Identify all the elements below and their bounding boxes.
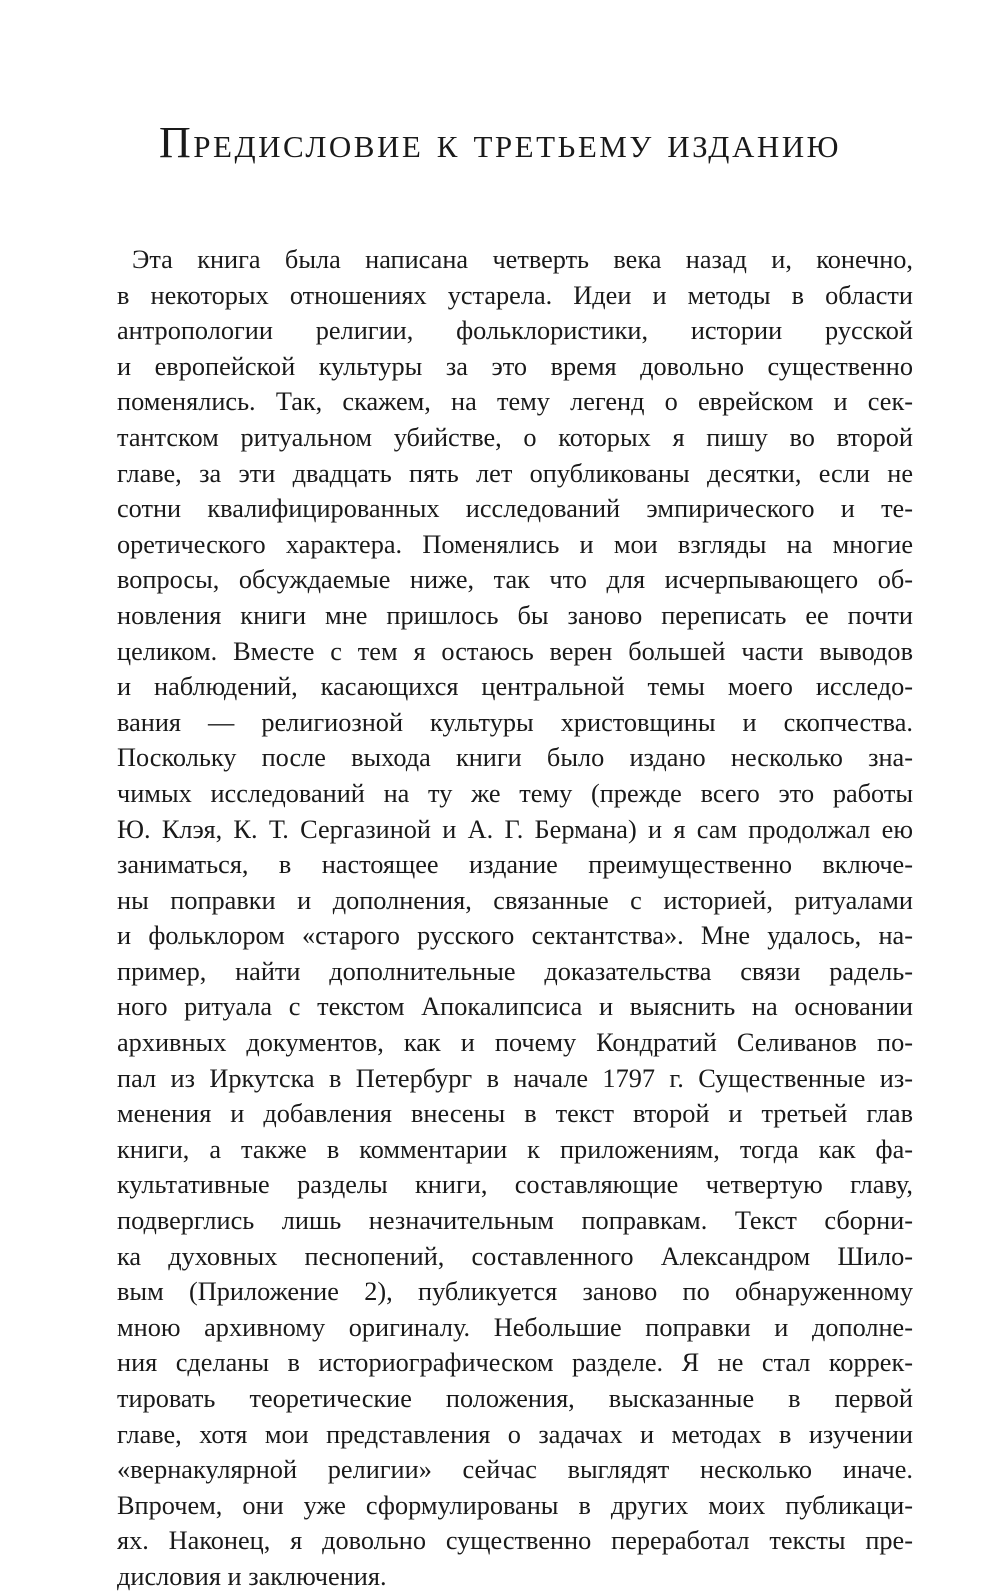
text-line: архивных документов, как и почему Кондратий Селиванов по- (117, 1028, 913, 1058)
text-line: оретического характера. Поменялись и мои взгляды на многие (117, 529, 913, 559)
text-line: ях. Наконец, я довольно существенно переработал тексты пре- (117, 1526, 913, 1556)
text-line: новления книги мне пришлось бы заново переписать ее почти (117, 600, 913, 630)
text-line: целиком. Вместе с тем я остаюсь верен большей части выводов (117, 636, 913, 666)
text-line: мною архивному оригиналу. Небольшие поправки и дополне- (117, 1312, 913, 1342)
text-line: ния сделаны в историографическом разделе. Я не стал коррек- (117, 1348, 913, 1378)
text-line: «вернакулярной религии» сейчас выглядят несколько иначе. (117, 1455, 913, 1485)
text-line: ка духовных песнопений, составленного Александром Шило- (117, 1241, 913, 1271)
text-line: культативные разделы книги, составляющие четвертую главу, (117, 1170, 913, 1200)
text-line: и фольклором «старого русского сектантства». Мне удалось, на- (117, 921, 913, 951)
text-line: главе, за эти двадцать пять лет опубликованы десятки, если не (117, 458, 913, 488)
text-line: тантском ритуальном убийстве, о которых я пишу во второй (117, 422, 913, 452)
text-line: дисловия и заключения. (117, 1561, 387, 1591)
text-line: и европейской культуры за это время довольно существенно (117, 351, 913, 381)
text-line: книги, а также в комментарии к приложениям, тогда как фа- (117, 1134, 913, 1164)
text-line: в некоторых отношениях устарела. Идеи и методы в области (117, 280, 913, 310)
text-line: Эта книга была написана четверть века назад и, конечно, (132, 245, 913, 274)
chapter-title: Предисловие к третьему изданию (159, 118, 841, 167)
text-line: подверглись лишь незначительным поправкам. Текст сборни- (117, 1206, 913, 1236)
text-line: пал из Иркутска в Петербург в начале 1797 г. Существенные из- (117, 1063, 913, 1093)
text-line: и наблюдений, касающихся центральной темы моего исследо- (117, 672, 913, 702)
body-paragraph (117, 242, 913, 1595)
text-line: Впрочем, они уже сформулированы в других моих публикаци- (117, 1490, 913, 1520)
text-line: вопросы, обсуждаемые ниже, так что для исчерпывающего об- (117, 565, 913, 595)
text-line: тировать теоретические положения, высказанные в первой (117, 1384, 913, 1413)
text-line: антропологии религии, фольклористики, истории русской (117, 316, 913, 346)
text-line: менения и добавления внесены в текст второй и третьей глав (117, 1099, 913, 1129)
text-line: пример, найти дополнительные доказательства связи радель- (117, 956, 913, 986)
text-line: вания — религиозной культуры христовщины и скопчества. (117, 707, 913, 737)
text-line: главе, хотя мои представления о задачах и методах в изучении (117, 1419, 913, 1449)
text-line: заниматься, в настоящее издание преимущественно включе- (117, 850, 913, 880)
text-line: сотни квалифицированных исследований эмпирического и те- (117, 494, 913, 524)
text-line: Поскольку после выхода книги было издано несколько зна- (117, 743, 913, 773)
text-line: Ю. Клэя, К. Т. Сергазиной и А. Г. Бермана) и я сам продолжал ею (117, 814, 913, 844)
text-line: поменялись. Так, скажем, на тему легенд о еврейском и сек- (117, 387, 913, 417)
text-line: чимых исследований на ту же тему (прежде всего это работы (117, 778, 913, 808)
text-line: ны поправки и дополнения, связанные с историей, ритуалами (117, 885, 913, 915)
text-line: ного ритуала с текстом Апокалипсиса и выяснить на основании (117, 992, 913, 1022)
text-line: вым (Приложение 2), публикуется заново по обнаруженному (117, 1277, 913, 1307)
